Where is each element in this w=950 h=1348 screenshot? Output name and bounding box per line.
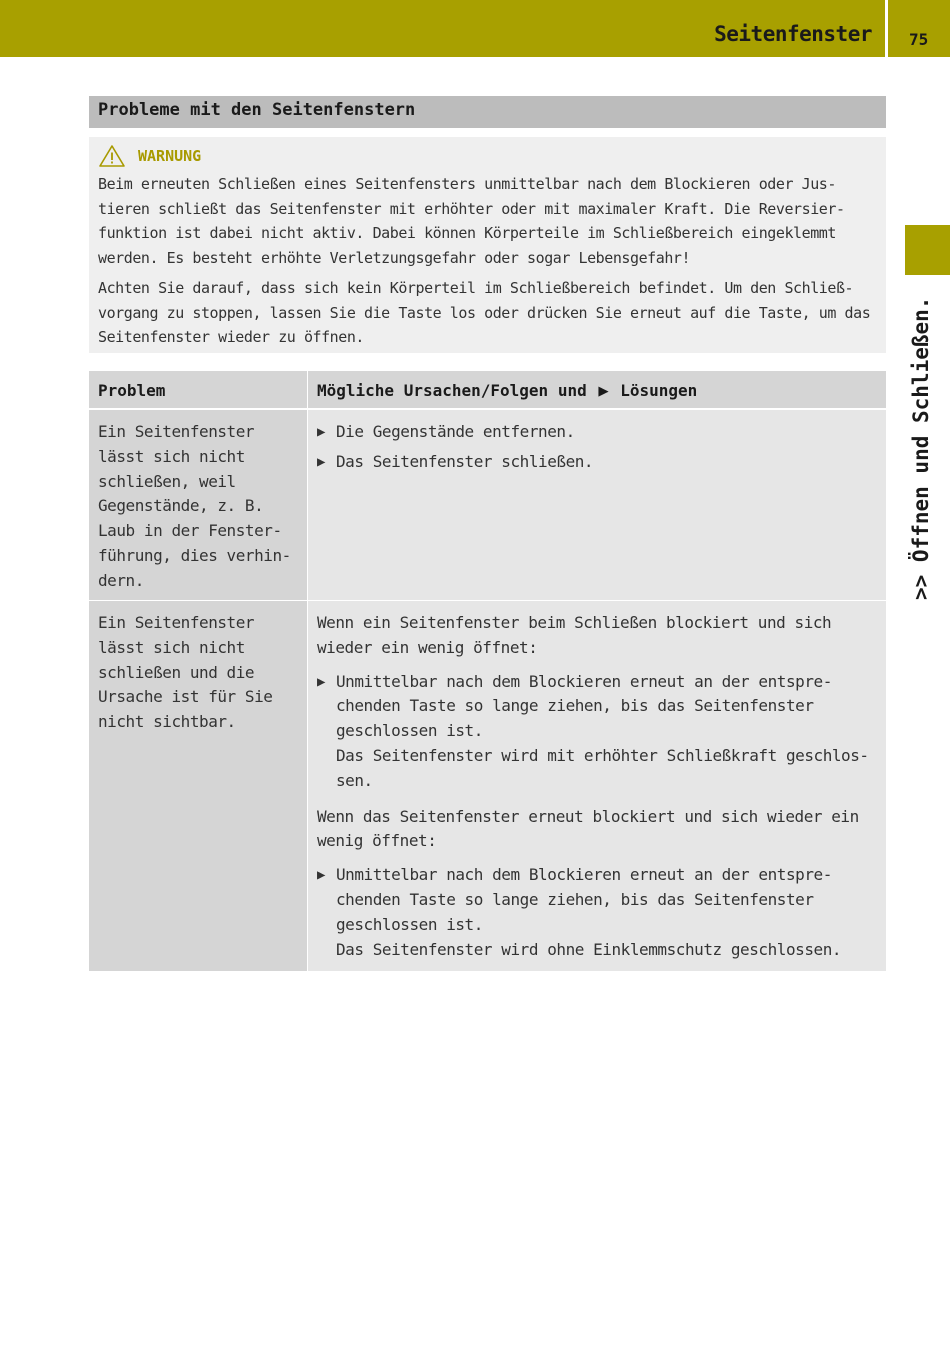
bullet-text: Das Seitenfenster schließen.	[336, 451, 594, 471]
solution-cell	[308, 410, 886, 600]
bullet-text: Die Gegenstände entfernen.	[336, 422, 575, 441]
solution-intro: Wenn ein Seitenfenster beim Schließen blockiert und sich wieder ein wenig öffnet:	[317, 613, 832, 657]
table-row	[89, 409, 886, 600]
column-header-problem: Problem	[89, 371, 308, 408]
table-row	[89, 600, 886, 971]
warning-paragraph: Achten Sie darauf, dass sich kein Körperteil im Schließbereich befindet. Um den Schließvorgang zu stoppen, lassen Sie die Taste los oder drücken Sie erneut auf die Taste, um das Seitenfenster wieder zu öffnen.	[98, 278, 871, 347]
bullet-arrow-icon: ▶	[317, 673, 325, 690]
warning-triangle-icon	[98, 144, 126, 168]
warning-paragraph: Beim erneuten Schließen eines Seitenfensters unmittelbar nach dem Blockieren oder Justieren schließt das Seitenfenster mit erhöhter oder mit maximaler Kraft. Die Reversierfunktion ist dabei nicht aktiv. Dabei können Körperteile im Schließbereich eingeklemmt werden. Es besteht erhöhte Verletzungsgefahr oder sogar Lebensgefahr!	[98, 175, 845, 268]
solution-arrow-icon: ▶	[598, 381, 609, 401]
bullet-arrow-icon: ▶	[317, 424, 325, 440]
problem-cell: Ein Seitenfenster lässt sich nicht schließen, weil Gegenstände, z. B. Laub in der Fensterführung, dies verhindern.	[89, 410, 308, 600]
problem-table	[89, 371, 886, 971]
side-tab-marker	[905, 225, 950, 275]
column-header-solution-b: Lösungen	[620, 381, 698, 400]
side-tab-label: >> Öffnen und Schließen.	[909, 296, 933, 600]
page-title: Seitenfenster	[714, 22, 872, 46]
warning-header	[98, 143, 877, 169]
list-item	[317, 450, 877, 475]
column-header-solution	[308, 371, 886, 408]
bullet-arrow-icon: ▶	[317, 867, 325, 884]
warning-label: WARNUNG	[138, 147, 202, 165]
list-item	[317, 420, 877, 445]
list-item	[317, 863, 877, 962]
header-divider	[885, 0, 888, 57]
page-number: 75	[909, 30, 929, 49]
bullet-result: Das Seitenfenster wird ohne Einklemmschutz geschlossen.	[336, 939, 842, 959]
column-header-solution-a: Mögliche Ursachen/Folgen und	[317, 381, 587, 400]
problem-cell: Ein Seitenfenster lässt sich nicht schließen und die Ursache ist für Sie nicht sichtbar.	[89, 601, 308, 971]
warning-box	[89, 137, 886, 353]
table-header	[89, 371, 886, 409]
bullet-result: Das Seitenfenster wird mit erhöhter Schließkraft geschlossen.	[336, 745, 870, 790]
bullet-arrow-icon: ▶	[317, 453, 325, 470]
list-item	[317, 670, 877, 794]
bullet-text: Unmittelbar nach dem Blockieren erneut an der entsprechenden Taste so lange ziehen, bis das Seitenfenster geschlossen ist.	[336, 671, 833, 741]
bullet-text: Unmittelbar nach dem Blockieren erneut an der entsprechenden Taste so lange ziehen, bis das Seitenfenster geschlossen ist.	[336, 865, 833, 934]
section-heading: Probleme mit den Seitenfenstern	[89, 96, 886, 128]
solution-cell	[308, 601, 886, 971]
solution-intro: Wenn das Seitenfenster erneut blockiert und sich wieder ein wenig öffnet:	[317, 806, 859, 851]
